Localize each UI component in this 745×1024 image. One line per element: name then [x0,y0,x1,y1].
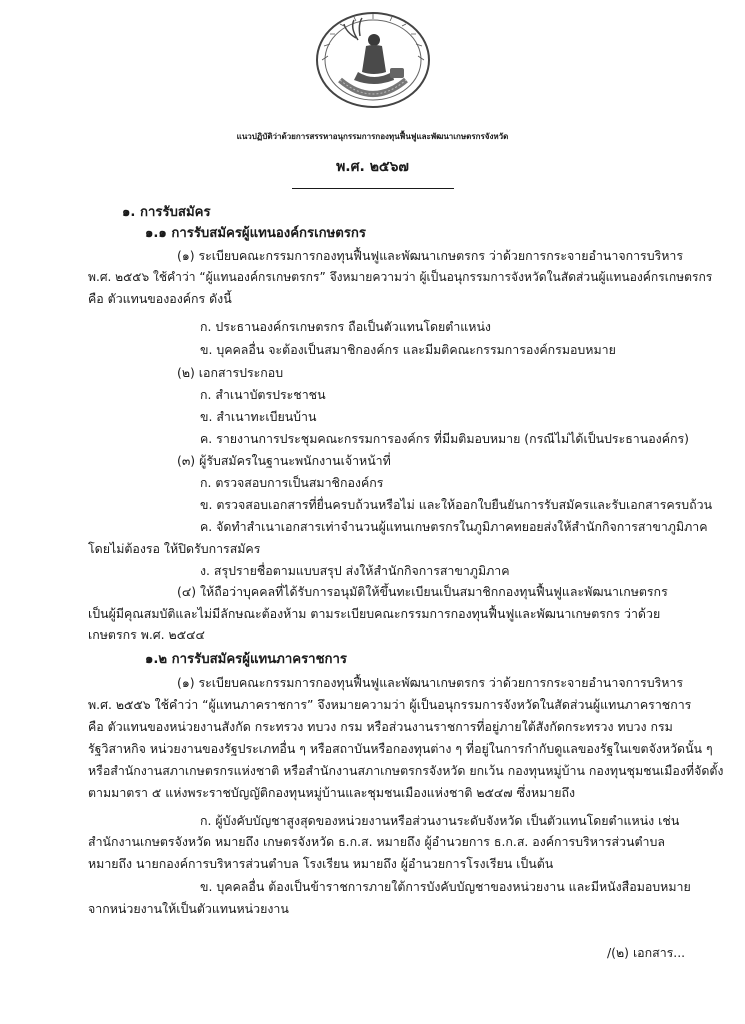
subsection-heading: ๑.๑ การรับสมัครผู้แทนองค์กรเกษตรกร [145,226,367,241]
paragraph-line: โดยไม่ต้องรอ ให้ปิดรับการสมัคร [88,541,261,556]
paragraph-line: คือ ตัวแทนของหน่วยงานสังกัด กระทรวง ทบวง กรม หรือส่วนงานราชการที่อยู่ภายใต้สังกัดกระทรวง ทบวง กรม [88,719,673,734]
paragraph-line: หรือสำนักงานสภาเกษตรกรแห่งชาติ หรือสำนักงานสภาเกษตรกรจังหวัด ยกเว้น กองทุนหมู่บ้าน กองทุนชุมชนเมืองที่จัดตั้ง [88,763,724,778]
paragraph-line: (๔) ให้ถือว่าบุคคลที่ได้รับการอนุมัติให้ขึ้นทะเบียนเป็นสมาชิกกองทุนฟื้นฟูและพัฒนาเกษตรกร [177,584,668,599]
paragraph-line: เกษตรกร พ.ศ. ๒๕๔๔ [88,627,205,642]
agency-seal-logo [314,10,432,110]
subsection-heading: ๑.๒ การรับสมัครผู้แทนภาคราชการ [145,652,348,667]
list-item: ข. บุคคลอื่น ต้องเป็นข้าราชการภายใต้การบังคับบัญชาของหน่วยงาน และมีหนังสือมอบหมาย [200,879,691,894]
continuation-note: /(๒) เอกสาร... [607,945,686,960]
list-item: ง. สรุปรายชื่อตามแบบสรุป ส่งให้สำนักกิจการสาขาภูมิภาค [200,563,510,578]
paragraph-line: ตามมาตรา ๕ แห่งพระราชบัญญัติกองทุนหมู่บ้านและชุมชนเมืองแห่งชาติ ๒๕๔๗ ซึ่งหมายถึง [88,785,576,800]
list-heading: (๒) เอกสารประกอบ [177,365,284,380]
paragraph-line: พ.ศ. ๒๕๕๖ ใช้คำว่า “ผู้แทนองค์กรเกษตรกร” จึงหมายความว่า ผู้เป็นอนุกรรมการจังหวัดในสัดส่วนผู้แทนองค์กรเกษตรกร [88,270,713,284]
paragraph-line: รัฐวิสาหกิจ หน่วยงานของรัฐประเภทอื่น ๆ หรือสถาบันหรือกองทุนต่าง ๆ ที่อยู่ในการกำกับดูแลของรัฐในเขตจังหวัดนั้น ๆ [88,741,713,756]
list-item: ค. จัดทำสำเนาเอกสารเท่าจำนวนผู้แทนเกษตรกรในภูมิภาคทยอยส่งให้สำนักกิจการสาขาภูมิภาค [200,519,708,534]
list-item: ข. สำเนาทะเบียนบ้าน [200,409,317,424]
list-item: ก. ผู้บังคับบัญชาสูงสุดของหน่วยงานหรือส่วนงานระดับจังหวัด เป็นตัวแทนโดยตำแหน่ง เช่น [200,813,680,828]
section-heading: ๑. การรับสมัคร [122,205,211,220]
list-item: ข. ตรวจสอบเอกสารที่ยื่นครบถ้วนหรือไม่ และให้ออกใบยืนยันการรับสมัครและรับเอกสารครบถ้วน [200,497,713,512]
seal-emblem-icon [314,10,432,110]
document-title: แนวปฏิบัติว่าด้วยการสรรหาอนุกรรมการกองทุนฟื้นฟูและพัฒนาเกษตรกรจังหวัด [236,132,509,141]
paragraph-line: จากหน่วยงานให้เป็นตัวแทนหน่วยงาน [88,901,289,916]
list-item: ค. รายงานการประชุมคณะกรรมการองค์กร ที่มีมติมอบหมาย (กรณีไม่ได้เป็นประธานองค์กร) [200,431,689,446]
paragraph-line: (๑) ระเบียบคณะกรรมการกองทุนฟื้นฟูและพัฒนาเกษตรกร ว่าด้วยการกระจายอำนาจการบริหาร [177,675,684,690]
paragraph-line: คือ ตัวแทนขององค์กร ดังนี้ [88,291,232,306]
paragraph-line: (๑) ระเบียบคณะกรรมการกองทุนฟื้นฟูและพัฒนาเกษตรกร ว่าด้วยการกระจายอำนาจการบริหาร [177,248,684,263]
paragraph-line: สำนักงานเกษตรจังหวัด หมายถึง เกษตรจังหวัด ธ.ก.ส. หมายถึง ผู้อำนวยการ ธ.ก.ส. องค์การบริหารส่วนตำบล [88,834,665,849]
document-year: พ.ศ. ๒๕๖๗ [336,159,409,175]
paragraph-line: เป็นผู้มีคุณสมบัติและไม่มีลักษณะต้องห้าม ตามระเบียบคณะกรรมการกองทุนฟื้นฟูและพัฒนาเกษตรกร ว่าด้วย [88,606,661,621]
list-item: ข. บุคคลอื่น จะต้องเป็นสมาชิกองค์กร และมีมติคณะกรรมการองค์กรมอบหมาย [200,342,616,357]
list-item: ก. ตรวจสอบการเป็นสมาชิกองค์กร [200,475,384,490]
paragraph-line: หมายถึง นายกองค์การบริหารส่วนตำบล โรงเรียน หมายถึง ผู้อำนวยการโรงเรียน เป็นต้น [88,856,554,871]
paragraph-line: พ.ศ. ๒๕๕๖ ใช้คำว่า “ผู้แทนภาคราชการ” จึงหมายความว่า ผู้เป็นอนุกรรมการจังหวัดในสัดส่วนผู้แทนภาคราชการ [88,697,692,712]
list-item: ก. ประธานองค์กรเกษตรกร ถือเป็นตัวแทนโดยตำแหน่ง [200,319,491,334]
list-heading: (๓) ผู้รับสมัครในฐานะพนักงานเจ้าหน้าที่ [177,453,391,468]
list-item: ก. สำเนาบัตรประชาชน [200,387,326,402]
title-divider [292,188,454,189]
